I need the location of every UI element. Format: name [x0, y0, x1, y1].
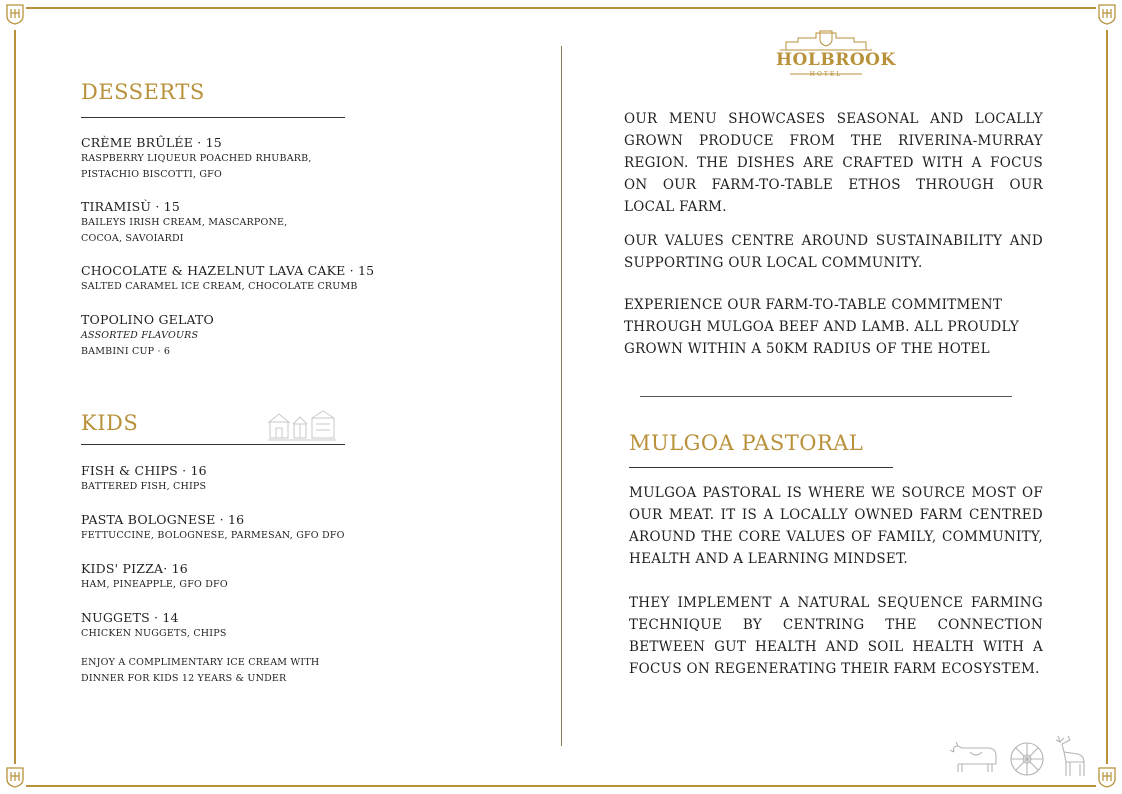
cattle-icon: [948, 738, 1002, 778]
about-paragraph-2: OUR VALUES CENTRE AROUND SUSTAINABILITY AND SUPPORTING OUR LOCAL COMMUNITY.: [624, 233, 1043, 271]
frame-right: [1106, 30, 1108, 764]
hotel-logo: [776, 28, 896, 82]
about-paragraph-3: [624, 294, 1043, 360]
item-desc: CHICKEN NUGGETS, CHIPS: [81, 628, 227, 639]
page-divider: [561, 46, 562, 746]
menu-item: [81, 198, 381, 247]
item-desc: RASPBERRY LIQUEUR POACHED RHUBARB,: [81, 153, 312, 164]
menu-item: [81, 134, 381, 183]
farm-sketch-icon: [266, 408, 338, 444]
kids-rule: [81, 444, 345, 445]
item-name: CHOCOLATE & HAZELNUT LAVA CAKE · 15: [81, 263, 375, 278]
item-desc: COCOA, SAVOIARDI: [81, 233, 184, 244]
kids-note: [81, 655, 381, 687]
item-desc: PISTACHIO BISCOTTI, GFO: [81, 169, 222, 180]
item-name: CRÈME BRÛLÉE · 15: [81, 135, 222, 150]
frame-top: [26, 7, 1096, 9]
item-desc: FETTUCCINE, BOLOGNESE, PARMESAN, GFO DFO: [81, 530, 345, 541]
note-line: ENJOY A COMPLIMENTARY ICE CREAM WITH: [81, 657, 320, 668]
menu-item: [81, 511, 381, 544]
para-line: GROWN WITHIN A 50KM RADIUS OF THE HOTEL: [624, 341, 990, 357]
item-desc-italic: ASSORTED FLAVOURS: [81, 330, 199, 341]
item-name: TOPOLINO GELATO: [81, 312, 214, 327]
item-desc: BATTERED FISH, CHIPS: [81, 481, 207, 492]
note-line: DINNER FOR KIDS 12 YEARS & UNDER: [81, 673, 287, 684]
item-name: PASTA BOLOGNESE · 16: [81, 512, 245, 527]
item-name: TIRAMISÙ · 15: [81, 199, 180, 214]
logo-sub: HOTEL: [809, 71, 843, 78]
hotel-crest-icon: [4, 3, 26, 25]
kids-title: KIDS: [81, 411, 139, 435]
about-paragraph-1: OUR MENU SHOWCASES SEASONAL AND LOCALLY GROWN PRODUCE FROM THE RIVERINA-MURRAY REGION. THE DISHES ARE CRAFTED WITH A FOCUS ON OUR FARM-TO-TABLE ETHOS THROUGH OUR LOCAL FARM.: [624, 111, 1043, 215]
item-desc: HAM, PINEAPPLE, GFO DFO: [81, 579, 228, 590]
item-desc: BAILEYS IRISH CREAM, MASCARPONE,: [81, 217, 288, 228]
menu-item: [81, 560, 381, 593]
item-name: NUGGETS · 14: [81, 610, 179, 625]
mulgoa-paragraph-1: MULGOA PASTORAL IS WHERE WE SOURCE MOST OF OUR MEAT. IT IS A LOCALLY OWNED FARM CENTRED AROUND THE CORE VALUES OF FAMILY, COMMUNITY, HEALTH AND A LEARNING MINDSET.: [629, 485, 1043, 567]
about-rule: [640, 396, 1012, 397]
item-name: FISH & CHIPS · 16: [81, 463, 207, 478]
menu-item: [81, 311, 381, 360]
mulgoa-paragraph-2: THEY IMPLEMENT A NATURAL SEQUENCE FARMING TECHNIQUE BY CENTRING THE CONNECTION BETWEEN GUT HEALTH AND SOIL HEALTH WITH A FOCUS ON REGENERATING THEIR FARM ECOSYSTEM.: [629, 595, 1043, 677]
hotel-crest-icon: [4, 766, 26, 788]
frame-bottom: [26, 785, 1096, 787]
wheel-icon: [1008, 740, 1046, 778]
deer-icon: [1048, 734, 1090, 780]
logo-text: HOLBROOK: [776, 50, 896, 70]
desserts-title: DESSERTS: [81, 80, 205, 104]
menu-item: [81, 462, 381, 495]
item-desc: BAMBINI CUP · 6: [81, 346, 171, 357]
menu-item: [81, 262, 381, 295]
hotel-crest-icon: [1096, 3, 1118, 25]
desserts-rule: [81, 117, 345, 118]
item-name: KIDS' PIZZA· 16: [81, 561, 188, 576]
mulgoa-title: MULGOA PASTORAL: [629, 431, 864, 455]
item-desc: SALTED CARAMEL ICE CREAM, CHOCOLATE CRUMB: [81, 281, 358, 292]
mulgoa-rule: [629, 467, 893, 468]
frame-left: [14, 30, 16, 764]
para-line: EXPERIENCE OUR FARM-TO-TABLE COMMITMENT: [624, 297, 1003, 313]
para-line: THROUGH MULGOA BEEF AND LAMB. ALL PROUDLY: [624, 319, 1020, 335]
hotel-crest-icon: [1096, 766, 1118, 788]
menu-item: [81, 609, 381, 642]
